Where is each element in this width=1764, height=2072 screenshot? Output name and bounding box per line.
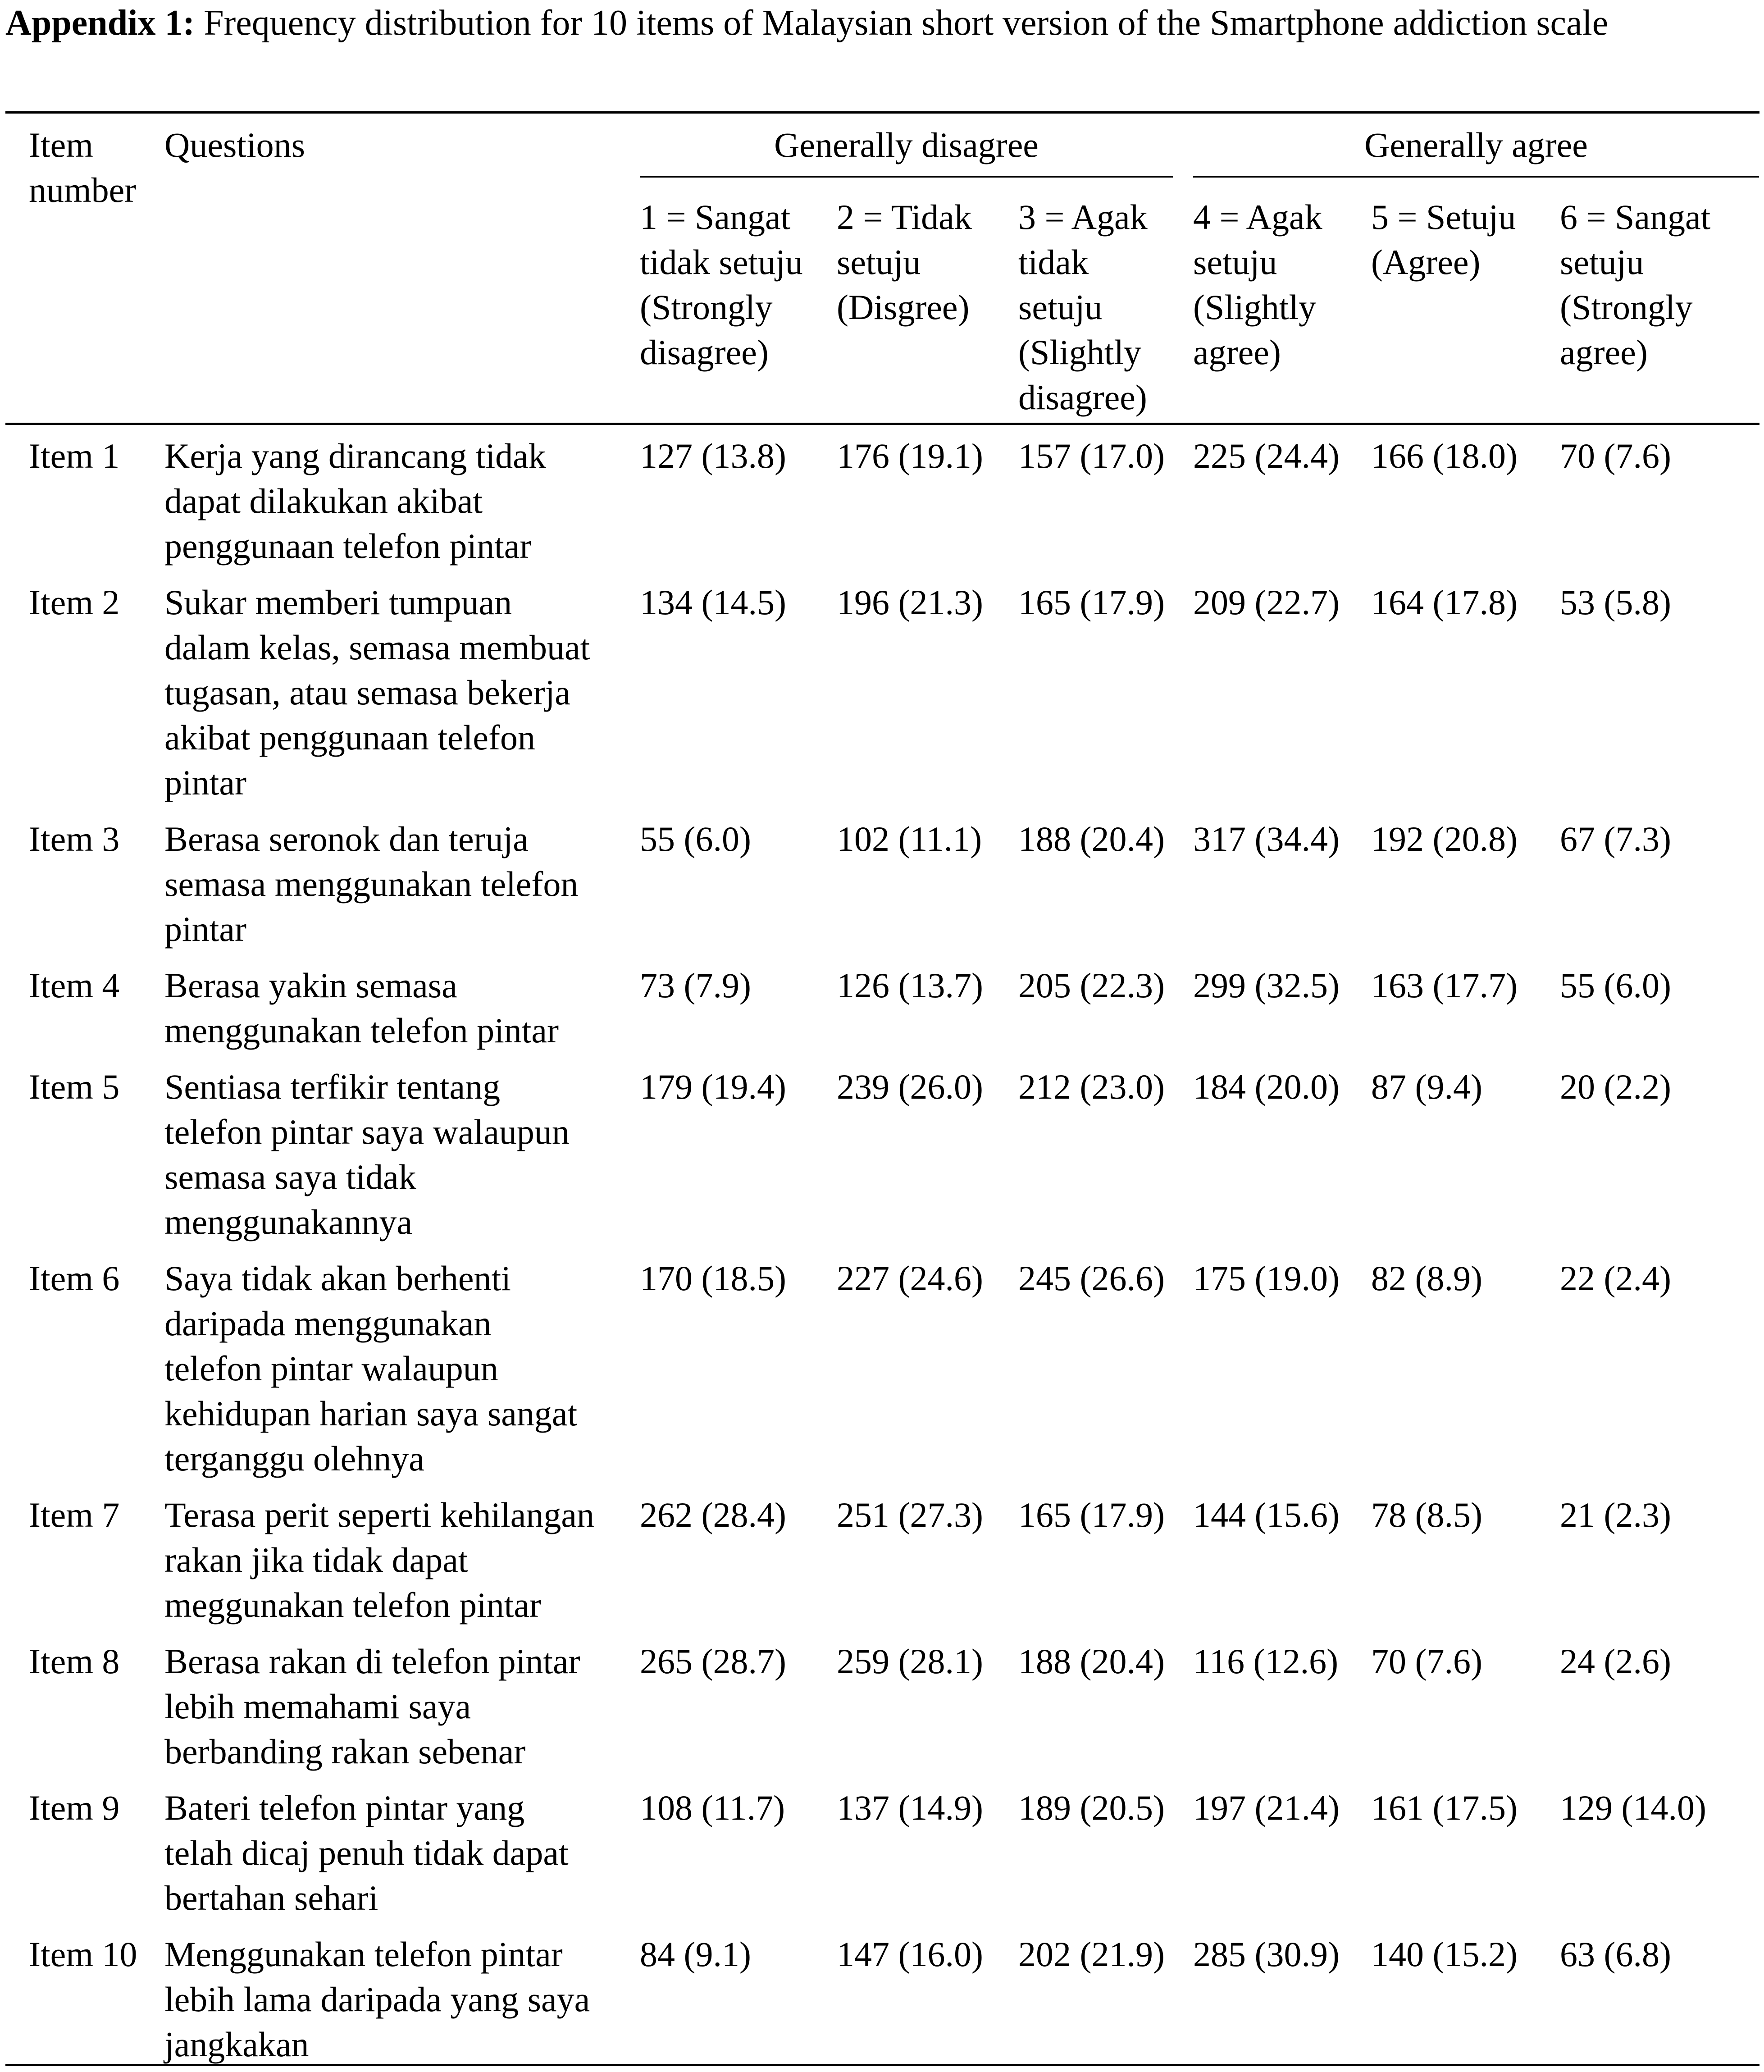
- row-question: Menggunakan telefon pintar lebih lama daripada yang saya jangkakan: [164, 1935, 590, 2064]
- row-value-col-2: 196 (21.3): [837, 583, 983, 622]
- scale-header-1: 1 = Sangat tidak setuju (Strongly disagree): [640, 197, 803, 372]
- row-item-number: Item 9: [29, 1788, 120, 1827]
- row-value-col-2: 227 (24.6): [837, 1259, 983, 1298]
- row-value-col-2: 137 (14.9): [837, 1788, 983, 1827]
- row-value-col-3: 189 (20.5): [1018, 1788, 1165, 1827]
- row-value-col-1: 262 (28.4): [640, 1495, 786, 1534]
- row-value-col-6: 53 (5.8): [1560, 583, 1671, 622]
- row-value-col-3: 205 (22.3): [1018, 966, 1165, 1005]
- row-value-col-4: 225 (24.4): [1193, 436, 1340, 475]
- top-rule: [5, 111, 1759, 114]
- row-item-number: Item 6: [29, 1259, 120, 1298]
- table-caption: [5, 0, 1758, 46]
- row-value-col-3: 245 (26.6): [1018, 1259, 1165, 1298]
- row-value-col-4: 317 (34.4): [1193, 819, 1340, 858]
- row-value-col-3: 165 (17.9): [1018, 583, 1165, 622]
- row-value-col-5: 78 (8.5): [1371, 1495, 1482, 1534]
- row-value-col-5: 87 (9.4): [1371, 1067, 1482, 1106]
- row-value-col-5: 163 (17.7): [1371, 966, 1518, 1005]
- row-value-col-6: 21 (2.3): [1560, 1495, 1671, 1534]
- row-value-col-1: 134 (14.5): [640, 583, 786, 622]
- row-value-col-1: 84 (9.1): [640, 1935, 751, 1974]
- row-value-col-1: 55 (6.0): [640, 819, 751, 858]
- row-value-col-4: 144 (15.6): [1193, 1495, 1340, 1534]
- row-value-col-2: 251 (27.3): [837, 1495, 983, 1534]
- row-item-number: Item 5: [29, 1067, 120, 1106]
- row-question: Sentiasa terfikir tentang telefon pintar saya walaupun semasa saya tidak menggunakannya: [164, 1067, 570, 1241]
- row-value-col-5: 140 (15.2): [1371, 1935, 1518, 1974]
- row-value-col-6: 22 (2.4): [1560, 1259, 1671, 1298]
- row-item-number: Item 10: [29, 1935, 137, 1974]
- header-questions: Questions: [164, 125, 305, 164]
- header-rule: [5, 423, 1759, 425]
- row-value-col-2: 102 (11.1): [837, 819, 982, 858]
- row-value-col-3: 188 (20.4): [1018, 819, 1165, 858]
- caption-label: Appendix 1:: [5, 3, 195, 43]
- bottom-rule: [5, 2064, 1759, 2066]
- row-value-col-6: 129 (14.0): [1560, 1788, 1706, 1827]
- row-value-col-4: 116 (12.6): [1193, 1642, 1339, 1681]
- row-question: Terasa perit seperti kehilangan rakan jika tidak dapat meggunakan telefon pintar: [164, 1495, 594, 1625]
- row-value-col-2: 259 (28.1): [837, 1642, 983, 1681]
- group-disagree-underline: [640, 176, 1173, 178]
- row-question: Berasa seronok dan teruja semasa menggunakan telefon pintar: [164, 819, 579, 949]
- scale-header-6: 6 = Sangat setuju (Strongly agree): [1560, 197, 1711, 372]
- row-value-col-3: 212 (23.0): [1018, 1067, 1165, 1106]
- row-value-col-2: 176 (19.1): [837, 436, 983, 475]
- row-value-col-1: 108 (11.7): [640, 1788, 785, 1827]
- header-item-number: Item number: [29, 125, 137, 210]
- row-value-col-2: 239 (26.0): [837, 1067, 983, 1106]
- scale-header-3: 3 = Agak tidak setuju (Slightly disagree): [1018, 197, 1148, 417]
- row-value-col-4: 285 (30.9): [1193, 1935, 1340, 1974]
- row-question: Sukar memberi tumpuan dalam kelas, semasa membuat tugasan, atau semasa bekerja akibat penggunaan telefon pintar: [164, 583, 590, 802]
- caption-text: Frequency distribution for 10 items of Malaysian short version of the Smartphone addiction scale: [204, 3, 1609, 43]
- row-value-col-1: 265 (28.7): [640, 1642, 786, 1681]
- row-question: Bateri telefon pintar yang telah dicaj penuh tidak dapat bertahan sehari: [164, 1788, 569, 1917]
- scale-header-2: 2 = Tidak setuju (Disgree): [837, 197, 972, 327]
- row-value-col-1: 73 (7.9): [640, 966, 751, 1005]
- row-value-col-3: 157 (17.0): [1018, 436, 1165, 475]
- row-value-col-5: 192 (20.8): [1371, 819, 1518, 858]
- row-item-number: Item 4: [29, 966, 120, 1005]
- header-group-agree: Generally agree: [1364, 125, 1588, 164]
- row-value-col-1: 127 (13.8): [640, 436, 786, 475]
- row-value-col-4: 184 (20.0): [1193, 1067, 1340, 1106]
- row-value-col-6: 24 (2.6): [1560, 1642, 1671, 1681]
- row-item-number: Item 2: [29, 583, 120, 622]
- row-question: Saya tidak akan berhenti daripada menggunakan telefon pintar walaupun kehidupan harian saya sangat terganggu olehnya: [164, 1259, 578, 1478]
- row-value-col-5: 166 (18.0): [1371, 436, 1518, 475]
- row-value-col-4: 197 (21.4): [1193, 1788, 1340, 1827]
- scale-header-4: 4 = Agak setuju (Slightly agree): [1193, 197, 1322, 372]
- row-value-col-6: 67 (7.3): [1560, 819, 1671, 858]
- row-value-col-6: 55 (6.0): [1560, 966, 1671, 1005]
- row-value-col-3: 188 (20.4): [1018, 1642, 1165, 1681]
- row-value-col-6: 63 (6.8): [1560, 1935, 1671, 1974]
- row-value-col-4: 175 (19.0): [1193, 1259, 1340, 1298]
- row-value-col-5: 82 (8.9): [1371, 1259, 1482, 1298]
- row-value-col-5: 164 (17.8): [1371, 583, 1518, 622]
- row-question: Berasa rakan di telefon pintar lebih memahami saya berbanding rakan sebenar: [164, 1642, 580, 1771]
- row-item-number: Item 7: [29, 1495, 120, 1534]
- row-value-col-4: 209 (22.7): [1193, 583, 1340, 622]
- group-agree-underline: [1193, 176, 1759, 178]
- scale-header-5: 5 = Setuju (Agree): [1371, 197, 1516, 282]
- row-value-col-2: 147 (16.0): [837, 1935, 983, 1974]
- row-value-col-6: 20 (2.2): [1560, 1067, 1671, 1106]
- header-group-disagree: Generally disagree: [774, 125, 1039, 164]
- row-value-col-1: 170 (18.5): [640, 1259, 786, 1298]
- row-value-col-6: 70 (7.6): [1560, 436, 1671, 475]
- row-value-col-2: 126 (13.7): [837, 966, 983, 1005]
- row-value-col-5: 161 (17.5): [1371, 1788, 1518, 1827]
- row-question: Berasa yakin semasa menggunakan telefon pintar: [164, 966, 559, 1050]
- row-value-col-1: 179 (19.4): [640, 1067, 786, 1106]
- row-item-number: Item 1: [29, 436, 120, 475]
- row-item-number: Item 3: [29, 819, 120, 858]
- row-value-col-4: 299 (32.5): [1193, 966, 1340, 1005]
- row-value-col-5: 70 (7.6): [1371, 1642, 1482, 1681]
- row-value-col-3: 202 (21.9): [1018, 1935, 1165, 1974]
- row-question: Kerja yang dirancang tidak dapat dilakukan akibat penggunaan telefon pintar: [164, 436, 546, 566]
- row-item-number: Item 8: [29, 1642, 120, 1681]
- row-value-col-3: 165 (17.9): [1018, 1495, 1165, 1534]
